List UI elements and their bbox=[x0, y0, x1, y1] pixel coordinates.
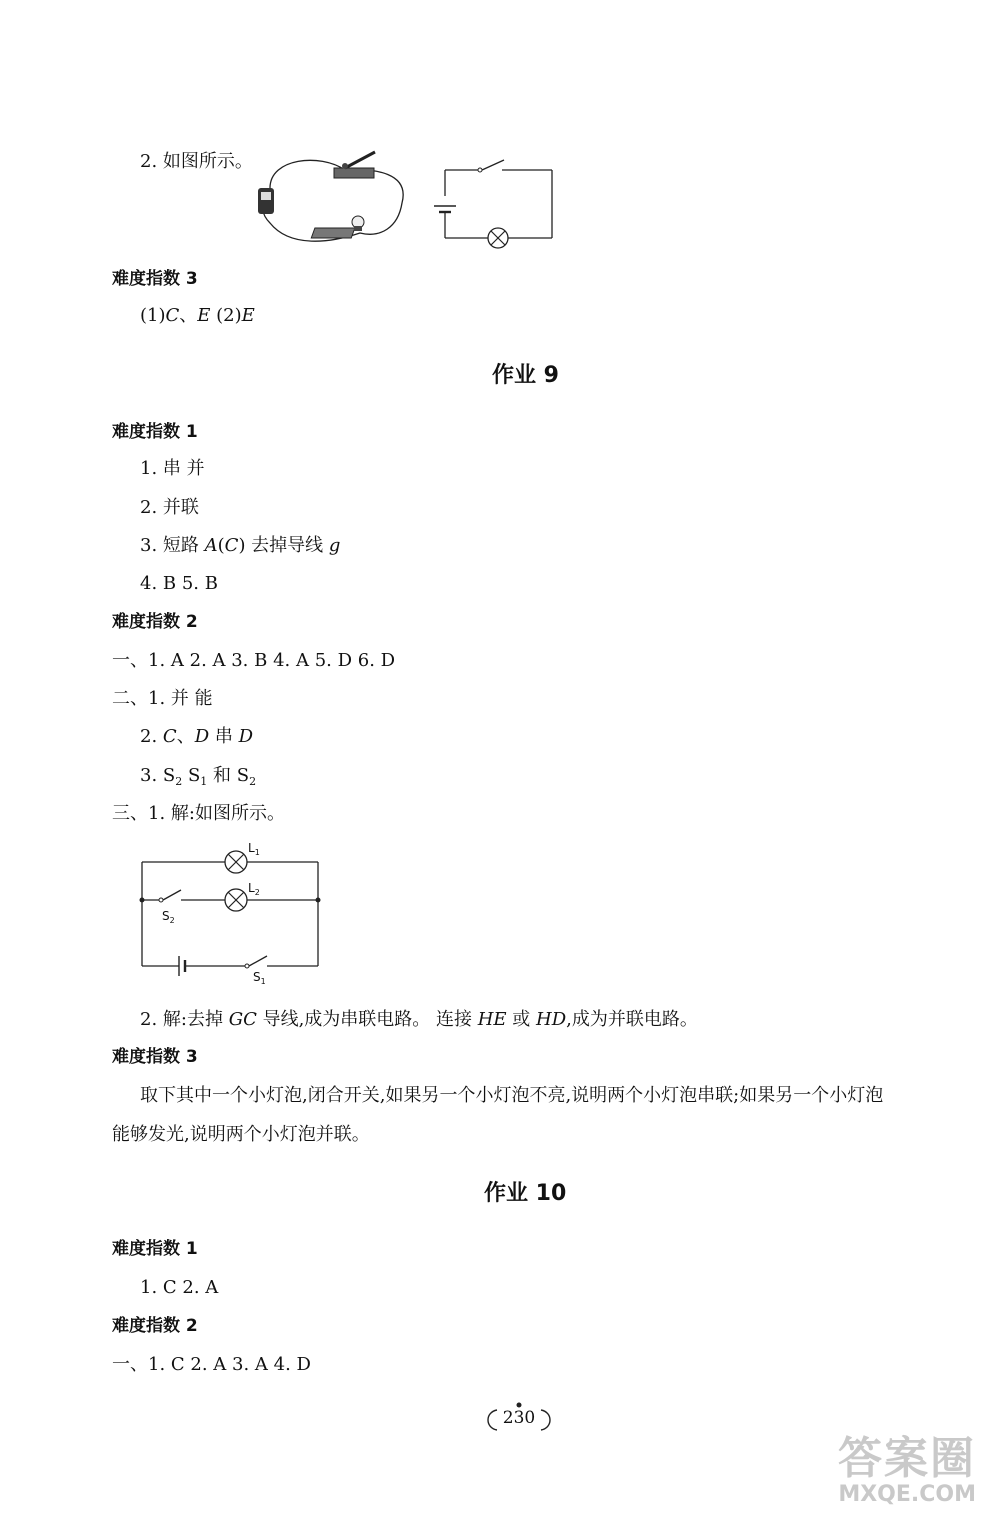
q2-intro: 2. 如图所示。 bbox=[140, 151, 253, 172]
answer-line: 2. C、D 串 D bbox=[140, 726, 254, 747]
paragraph-line: 取下其中一个小灯泡,闭合开关,如果另一个小灯泡不亮,说明两个小灯泡串联;如果另一个小灯泡 bbox=[140, 1085, 884, 1106]
answer-line: 三、1. 解:如图所示。 bbox=[112, 803, 285, 824]
answer-line: 1. 串 并 bbox=[140, 458, 205, 479]
switch-s1-label: $S_1$ bbox=[253, 970, 266, 986]
answer-line: 3. 短路 A(C) 去掉导线 g bbox=[140, 535, 341, 556]
difficulty-heading: 难度指数 1 bbox=[112, 1239, 198, 1259]
page-number: 230 bbox=[502, 1408, 536, 1428]
difficulty-heading: 难度指数 3 bbox=[112, 269, 198, 289]
answer-line: 一、1. A 2. A 3. B 4. A 5. D 6. D bbox=[112, 650, 396, 671]
difficulty-heading: 难度指数 2 bbox=[112, 612, 198, 632]
lamp-l1-label: $L_1$ bbox=[248, 841, 260, 857]
answer-line: 二、1. 并 能 bbox=[112, 688, 213, 709]
answer-line: 一、1. C 2. A 3. A 4. D bbox=[112, 1354, 311, 1375]
answer-line: 3. $S_2$ $S_1$ 和 $S_2$ bbox=[140, 765, 257, 788]
watermark-logo-text: 答案圈 bbox=[838, 1433, 976, 1484]
answer-line: 4. B 5. B bbox=[140, 573, 218, 594]
paragraph-line: 能够发光,说明两个小灯泡并联。 bbox=[112, 1124, 370, 1145]
answer-line: 2. 并联 bbox=[140, 497, 199, 518]
answer-line: 2. 解:去掉 GC 导线,成为串联电路。 连接 HE 或 HD,成为并联电路。 bbox=[140, 1009, 698, 1030]
lamp-l2-label: $L_2$ bbox=[248, 881, 260, 897]
answer-line: 1. C 2. A bbox=[140, 1277, 219, 1298]
answer-line: (1)C、E (2)E bbox=[140, 305, 255, 326]
homework-9-title: 作业 9 bbox=[492, 363, 559, 388]
watermark bbox=[776, 1435, 976, 1507]
switch-s2-label: $S_2$ bbox=[162, 909, 175, 925]
difficulty-heading: 难度指数 3 bbox=[112, 1047, 198, 1067]
parallel-circuit-diagram bbox=[135, 840, 330, 985]
watermark-url: MXQE.COM bbox=[838, 1482, 976, 1507]
homework-10-title: 作业 10 bbox=[484, 1181, 567, 1206]
physical-circuit-illustration bbox=[250, 148, 410, 248]
difficulty-heading: 难度指数 2 bbox=[112, 1316, 198, 1336]
difficulty-heading: 难度指数 1 bbox=[112, 422, 198, 442]
schematic-circuit-top bbox=[430, 158, 560, 248]
